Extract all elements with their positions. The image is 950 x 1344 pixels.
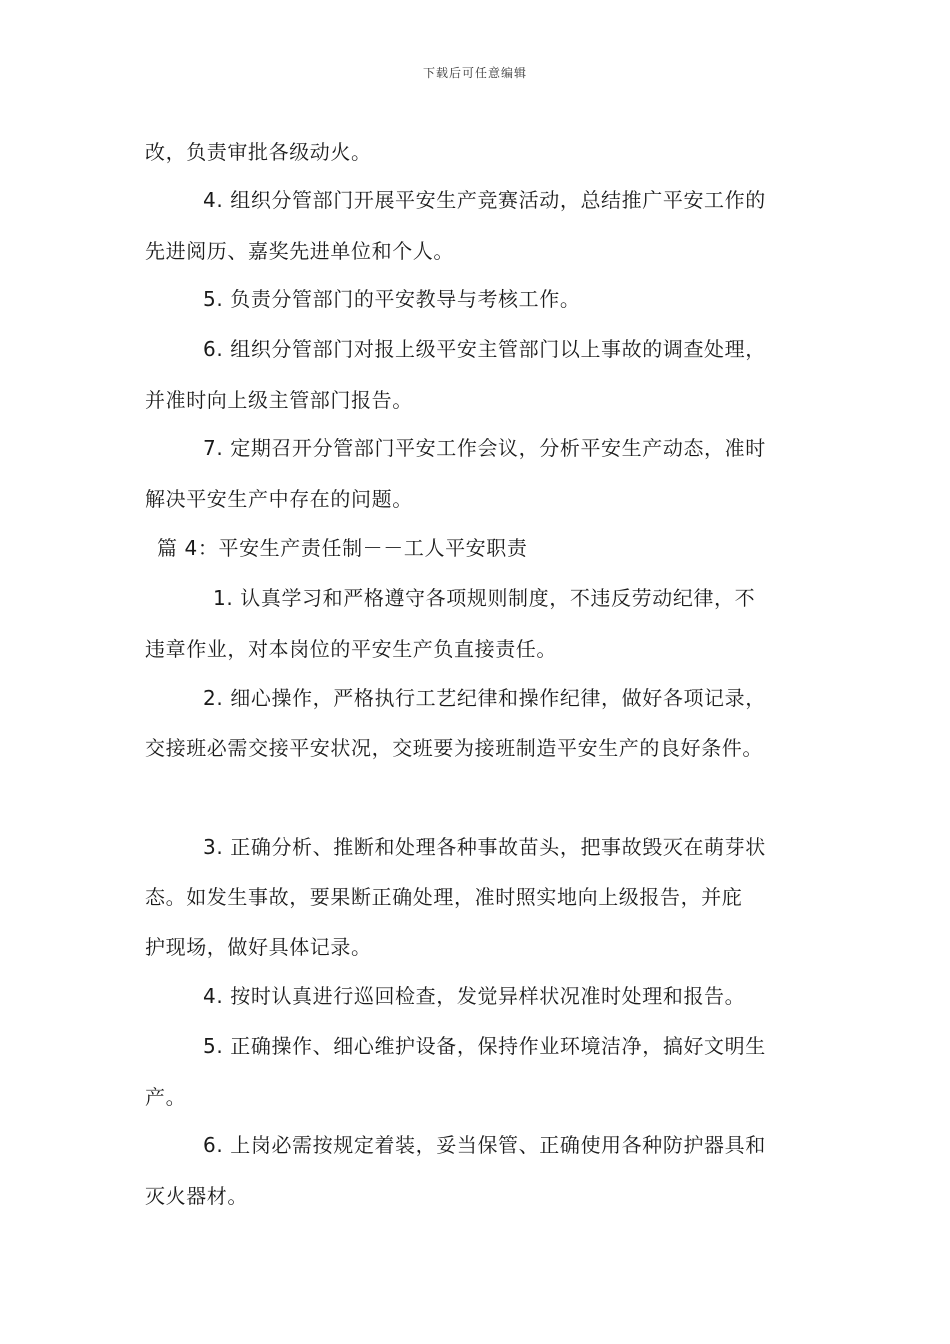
text-line: 3. 正确分析、推断和处理各种事故苗头，把事故毁灭在萌芽状: [203, 835, 766, 859]
text-line: 产。: [145, 1085, 187, 1109]
text-line: 5. 负责分管部门的平安教导与考核工作。: [203, 287, 581, 311]
text-line: 先进阅历、嘉奖先进单位和个人。: [145, 239, 454, 263]
text-line: 解决平安生产中存在的问题。: [145, 487, 413, 511]
text-line: 6. 上岗必需按规定着装，妥当保管、正确使用各种防护器具和: [203, 1133, 766, 1157]
text-line: 态。如发生事故，要果断正确处理，准时照实地向上级报告，并庇: [145, 885, 743, 909]
text-line: 违章作业，对本岗位的平安生产负直接责任。: [145, 637, 557, 661]
text-line: 改，负责审批各级动火。: [145, 140, 372, 164]
section-heading: 篇 4：平安生产责任制－－工人平安职责: [157, 536, 528, 560]
text-line: 4. 按时认真进行巡回检查，发觉异样状况准时处理和报告。: [203, 984, 746, 1008]
text-line: 灭火器材。: [145, 1184, 248, 1208]
text-line: 7. 定期召开分管部门平安工作会议，分析平安生产动态，准时: [203, 436, 766, 460]
text-line: 1. 认真学习和严格遵守各项规则制度，不违反劳动纪律，不: [213, 586, 756, 610]
text-line: 4. 组织分管部门开展平安生产竞赛活动，总结推广平安工作的: [203, 188, 766, 212]
text-line: 交接班必需交接平安状况，交班要为接班制造平安生产的良好条件。: [145, 736, 763, 760]
text-line: 并准时向上级主管部门报告。: [145, 388, 413, 412]
text-line: 护现场，做好具体记录。: [145, 935, 372, 959]
text-line: 6. 组织分管部门对报上级平安主管部门以上事故的调查处理，: [203, 337, 766, 361]
page-header: 下载后可任意编辑: [422, 66, 527, 80]
text-line: 2. 细心操作，严格执行工艺纪律和操作纪律，做好各项记录，: [203, 686, 766, 710]
text-line: 5. 正确操作、细心维护设备，保持作业环境洁净，搞好文明生: [203, 1034, 766, 1058]
